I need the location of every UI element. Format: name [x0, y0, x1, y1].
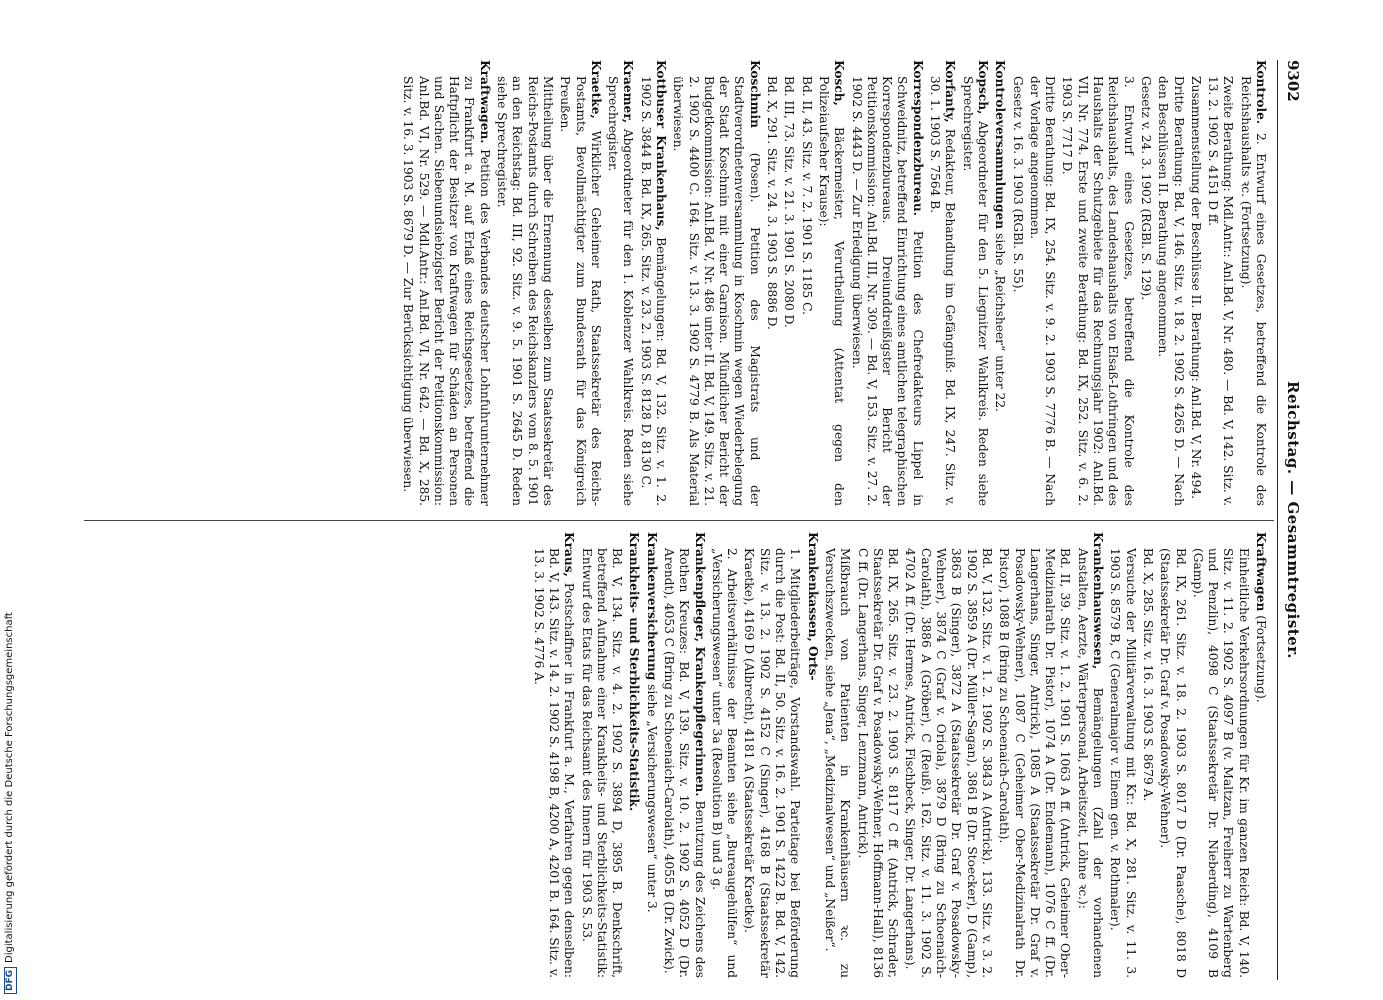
entry-text: siehe „Versicherungswesen“ unter 3. [644, 684, 659, 913]
entry-keyword: Krankenversicherung [644, 532, 659, 681]
entry-text: Bd. X, 285. Sitz. v. 16. 3. 1903 S. 8679 A. [1140, 548, 1155, 802]
register-entry [1027, 60, 1058, 506]
register-entry [1059, 60, 1135, 506]
entry-keyword: Kontroleversammlungen [993, 60, 1008, 230]
header-rule [1277, 60, 1278, 980]
entry-keyword: Kopsch, [975, 60, 990, 115]
entry-text: Bd. IX, 261. Sitz. v. 18. 2. 1903 S. 8017 D (Dr. Paasche), 8018 D (Staatssekretär Dr. Graf v. Posadowsky-Wehner). [1158, 548, 1188, 978]
entry-keyword: Kraftwagen [1254, 532, 1268, 612]
entry-text: Bd. II, 43. Sitz. v. 7. 2. 1901 S. 1185 C. [799, 76, 814, 315]
entry-keyword: Krankheits- und Sterblichkeits-Statistik. [627, 532, 642, 812]
entry-text: Bd. II, 39. Sitz. v. 1. 2. 1901 S. 1063 A ff. (Antrick, Geheimer Ober-Medizinalrath Dr. Pistor), 1074 A (Dr. Endemann), 1076 C ff. (Dr. Langerhans, Singer, Antrick), 1085 A (Staatssekretär Dr. Graf v. Posadowsky-Wehner), 1087 C (Geheimer Ober-Medizinalrath Dr. Pistor), 1088 B (Bring zu Schoenaich-Carolath). [997, 548, 1073, 978]
register-entry [781, 60, 796, 506]
digitization-note [4, 612, 17, 994]
register-entry [804, 532, 819, 978]
entry-keyword: Koschmin [747, 60, 762, 128]
page-number: 9302 [1284, 60, 1302, 102]
register-entry [1155, 60, 1186, 506]
entry-text: Mißbrauch von Patienten in Krankenhäusern ꝛc. zu Versuchszwecken, siehe „Jena“, „Medizinalwesen“ und „Neißer“. [822, 548, 853, 978]
entry-keyword: Krankenhauswesen, [1091, 532, 1106, 670]
register-entry [822, 532, 853, 978]
register-entry [400, 60, 492, 506]
register-entry [1190, 532, 1251, 978]
register-entry [798, 60, 813, 506]
register-entry [530, 532, 576, 978]
register-entry [494, 60, 555, 506]
register-entry [1074, 532, 1105, 978]
register-entry [557, 60, 603, 506]
entry-text: Zusammenstellung der Beschlüsse II. Berathung: Anl.Bd. V, Nr. 494. [1188, 76, 1203, 499]
entry-text: 3. Entwurf eines Gesetzes, betreffend die Kontrole des Reichshaushalts, des Landeshaushalts von Elsaß-Lothringen und des Haushalts der Schutzgebiete für das Rechnungsjahr 1902: Anl.Bd. VII, Nr. 774. Erste und zweite Berathung: Bd. IX, 252. Sitz. v. 6. 2. 1903 S. 7717 D. [1060, 76, 1136, 506]
entry-text: Postschaffner in Frankfurt a. M., Verfahren gegen denselben: Bd. V, 143. Sitz. v. 14. 2. 1902 S. 4198 B, 4200 A, 4201 B. 164. Sitz. v. 13. 3. 1902 S. 4776 A. [531, 548, 577, 979]
entry-keyword: Kraetke, [588, 60, 603, 119]
register-entry [764, 60, 779, 506]
entry-text: Versuche der Militärverwaltung mit Kr.: Bd. X, 281. Sitz. v. 11. 3. 1903 S. 8579 B, C (Generalmajor v. Einem gen. v. Rothmaler). [1108, 548, 1138, 978]
register-entry [637, 60, 668, 506]
register-entry [1188, 60, 1203, 506]
entry-text: siehe „Reichsheer“ unter 22. [993, 233, 1008, 412]
entry-text: Dritte Berathung: Bd. V, 146. Sitz. v. 18. 2. 1902 S. 4265 D. — Nach den Beschlüssen II. Berathung angenommen. [1156, 76, 1186, 506]
entry-text: Abgeordneter für den 5. Liegnitzer Wahlkreis. Reden siehe Sprechregister. [960, 76, 990, 506]
entry-text: 2. Arbeitsverhältnisse der Beamten siehe „Bureaugehülfen“ und „Versicherungswesen“ unter 3a (Resolution B) und 3 g. [709, 548, 740, 978]
entry-text: Gesetz v. 16. 3. 1903 (RGBl. S. 55). [1010, 76, 1025, 293]
register-entry [670, 60, 762, 506]
register-entry [959, 60, 990, 506]
entry-text: Bd. V, 132. Sitz. v. 1. 2. 1902 S. 3843 A (Antrick). 133. Sitz. v. 3. 2. 1902 S. 3859 A (Dr. Müller-Sagan), 3861 B (Dr. Stoecker), D (Gamp), 3863 B (Singer), 3872 A (Staatssekretär Dr. Graf v. Posadowsky-Wehner), 3874 C (Graf v. Oriola), 3879 D (Bring zu Schoenaich-Carolath), 3886 A (Gröber), C (Reuß). 162. Sitz. v. 11. 3. 1902 S. 4702 A ff. (Dr. Hermes, Antrick, Fischbeck, Singer, Dr. Langerhans). [903, 548, 994, 978]
register-entry [709, 532, 740, 978]
register-entry [1009, 60, 1024, 506]
register-entry [902, 532, 994, 978]
register-entry [848, 60, 924, 506]
register-entry [578, 532, 624, 978]
entry-keyword: Kosch, [832, 60, 847, 106]
right-column [528, 532, 1268, 978]
entry-keyword: Kraus, [562, 532, 577, 577]
register-entry [1253, 532, 1268, 978]
entry-keyword: Krankenkassen, Orts- [805, 532, 820, 681]
register-entry [1138, 60, 1153, 506]
entry-text: Petition des Verbandes deutscher Lohnfuhrunternehmer zu Frankfurt a. M. auf Erlaß eines Reichsgesetzes, betreffend die Haftpflicht der Besitzer von Kraftwagen für Schäden an Personen und Sachen. Siebenundsiebzigster Bericht der Petitionskommission: Anl.Bd. VI, Nr. 529. — Mdl.Antr.: Anl.Bd. VI, Nr. 642. — Bd. X, 285. Sitz. v. 16. 3. 1903 S. 8679 D. — Zur Berücksichtigung überwiesen. [401, 76, 492, 506]
entry-text: Abgeordneter für den 1. Koblenzer Wahlkreis. Reden siehe Sprechregister. [606, 76, 636, 506]
register-entry [1140, 532, 1155, 978]
entry-text: Einheitliche Verkehrsordnungen für Kr. im ganzen Reich: Bd. V, 140. Sitz. v. 11. 2. 1902 S. 4097 B (v. Maltzan, Freiherr zu Wartenberg und Penzlin), 4098 C (Staatssekretär Dr. Nieberding), 4109 B (Gamp). [1190, 548, 1251, 978]
register-entry [605, 60, 636, 506]
entry-text: Bd. V, 134. Sitz. v. 4. 2. 1902 S. 3894 D, 3895 B. Denkschrift, betreffend Aufnahme einer Krankheits- und Sterblichkeits-Statistik: Entwurf des Etats für das Reichsamt des Innern für 1903 S. 53. [579, 548, 625, 978]
entry-keyword: Kraftwagen. [477, 60, 492, 144]
register-entry [626, 532, 641, 978]
register-entry [816, 60, 847, 506]
entry-text: 1. Mitgliederbeiträge, Vorstandswahl. Parteitage bei Beförderung durch die Post: Bd. II, 50. Sitz. v. 16. 2. 1901 S. 1422 B. Bd. V, 142. Sitz. v. 13. 2. 1902 S. 4152 C (Singer), 4168 B (Staatssekretär Kraetke), 4169 D (Albrecht), 4181 A (Staatssekretär Kraetke). [742, 548, 803, 978]
entry-text: (Fortsetzung). [1254, 615, 1268, 703]
running-title: Reichstag. — Gesammtregister. [1284, 381, 1302, 659]
register-entry [661, 532, 707, 978]
register-entry [927, 60, 958, 506]
entry-text: Mittheilung über die Ernennung desselben zum Staatssekretär des Reichs-Postamts durch Schreiben des Reichskanzlers vom 8. 5. 1901 an den Reichstag: Bd. III, 92. Sitz. v. 9. 5. 1901 S. 2645 D. Reden siehe Sprechregister. [495, 76, 555, 506]
entry-keyword: Kottbuser Krankenhaus, [654, 60, 669, 231]
register-entry [1237, 60, 1268, 506]
page-header [1276, 60, 1302, 980]
register-entry [992, 60, 1007, 506]
entry-keyword: Korfanty, [943, 60, 958, 123]
register-entry [996, 532, 1072, 978]
column-divider [84, 520, 1274, 521]
entry-text: Bemängelungen: Bd. V, 132. Sitz. v. 1. 2. 1902 S. 3844 B. Bd. IX, 265. Sitz. v. 23. 2. 1903 S. 8128 D, 8130 C. [638, 76, 669, 506]
entry-text: Zweite Berathung: Mdl.Antr.: Anl.Bd. V, Nr. 480. — Bd. V, 142. Sitz. v. 13. 2. 1902 S. 4151 D ff. [1206, 76, 1236, 506]
entry-text: Gesetz v. 24. 3. 1902 (RGBl. S. 129). [1138, 76, 1153, 301]
entry-text: Bäckermeister, Verurtheilung (Attentat gegen den Polizeiaufseher Krause): [816, 76, 847, 507]
register-entry [1157, 532, 1188, 978]
entry-keyword: Krankenpfleger, Krankenpflegerinnen. [692, 532, 707, 797]
entry-text: Bd. III, 73. Sitz. v. 21. 3. 1901 S. 2080 D. [782, 76, 797, 328]
register-entry [854, 532, 900, 978]
entry-keyword: Korrespondenzbureau. [910, 60, 925, 217]
left-column [398, 60, 1268, 506]
entry-text: Bd. IX, 265. Sitz. v. 23. 2. 1903 S. 8117 C ff. (Antrick, Schrader, Staatssekretär Dr. Graf v. Posadowsky-Wehner, Hoffmann-Hall), 8136 C ff. (Dr. Langerhans, Singer, Lenzmann, Antrick). [855, 548, 901, 978]
register-entry [1205, 60, 1236, 506]
entry-text: (Posen). Petition des Magistrats und der Stadtverordnetenversammlung in Koschmin wegen Wiederbelegung der Stadt Koschmin mit einer Garnison. Mündlicher Bericht der Budgetkommission: Anl.Bd. V, Nr. 486 unter II. Bd. V, 149. Sitz. v. 21. 2. 1902 S. 4400 C. 164. Sitz. v. 13. 3. 1902 S. 4779 B. Als Material überwiesen. [671, 76, 762, 506]
entry-text: Wirklicher Geheimer Rath, Staatssekretär des Reichs-Postamts, Bevollmächtigter zum Bundesrath für das Königreich Preußen. [558, 76, 603, 506]
entry-text: Bemängelungen (Zahl der vorhandenen Anstalten, Aerzte, Wärterpersonal, Arbeitszeit, Löhne ꝛc.): [1075, 548, 1106, 979]
register-entry [1107, 532, 1138, 978]
entry-text: Bd. X, 291. Sitz. v. 24. 3. 1903 S. 8886 D. [765, 76, 780, 330]
entry-text: Benutzung des Zeichens des Rothen Kreuzes: Bd. V, 139. Sitz. v. 10. 2. 1902 S. 4052 D (Dr. Arendt), 4053 C (Bring zu Schoenaich-Carolath), 4055 B (Dr. Zwick). [662, 548, 707, 978]
digitization-text: Digitalisierung gefördert durch die Deutsche Forschungsgemeinschaft [4, 612, 15, 963]
entry-keyword: Kontrole. [1254, 60, 1268, 125]
entry-text: Redakteur, Behandlung im Gefängniß: Bd. IX, 247. Sitz. v. 30. 1. 1903 S. 7564 B. [928, 76, 958, 507]
entry-keyword: Kraemer, [621, 60, 636, 124]
register-entry [643, 532, 658, 978]
entry-text: 2. Entwurf eines Gesetzes, betreffend die Kontrole des Reichshaushalts ꝛc. (Fortsetzung). [1238, 76, 1268, 506]
register-entry [741, 532, 802, 978]
dfg-logo: DFG [4, 967, 17, 994]
rotated-page [62, 60, 1302, 980]
entry-text: Petition des Chefredakteurs Lippel in Schweidnitz, betreffend Einrichtung eines amtlichen telegraphischen Korrespondenzbureaus. Dreiunddreißigster Bericht der Petitionskommission: Anl.Bd. III, Nr. 309. — Bd. V, 153. Sitz. v. 27. 2. 1902 S. 4443 D. — Zur Erledigung überwiesen. [849, 76, 925, 507]
entry-text: Dritte Berathung: Bd. IX, 254. Sitz. v. 9. 2. 1903 S. 7776 B. — Nach der Vorlage angenommen. [1027, 76, 1058, 506]
